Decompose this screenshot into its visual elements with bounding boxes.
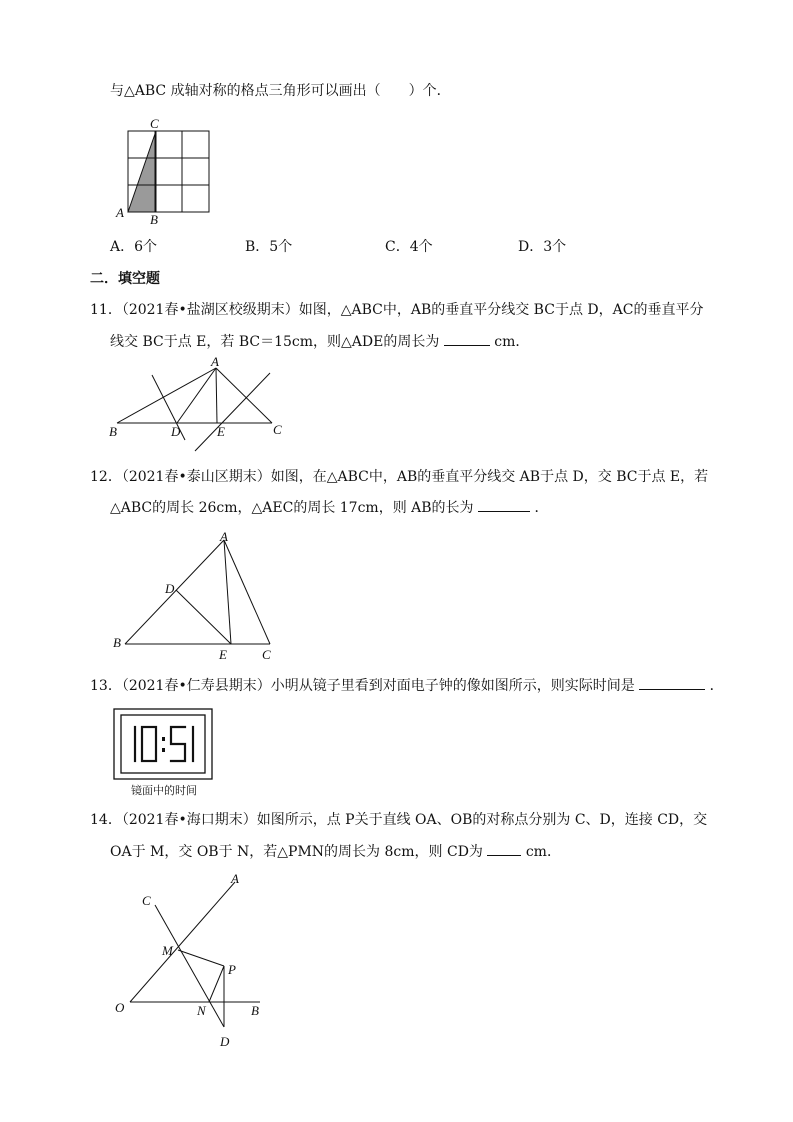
label-d: D	[165, 581, 175, 596]
q10-option-c: C．4个	[385, 239, 433, 255]
q12-line2	[110, 497, 548, 518]
q14-line2-unit: cm．	[525, 844, 561, 860]
q13-mirror-clock-figure	[113, 706, 215, 798]
q10-option-b: B．5个	[245, 239, 293, 255]
label-c: C	[150, 116, 159, 131]
q13-line1-text: 13．（2021春•仁寿县期末）小明从镜子里看到对面电子钟的像如图所示，则实际时间是	[90, 678, 635, 694]
q12-answer-blank[interactable]	[478, 497, 530, 512]
label-m: M	[162, 943, 173, 958]
q11-answer-blank[interactable]	[444, 331, 490, 346]
label-a: A	[116, 205, 124, 220]
q11-line2	[110, 331, 529, 352]
section-title: 二．填空题	[90, 271, 160, 287]
shaded-triangle-abc	[128, 131, 156, 212]
label-b: B	[109, 424, 117, 439]
q11-line1: 11．（2021春•盐湖区校级期末）如图，△ABC中，AB的垂直平分线交 BC于点 D，AC的垂直平分	[90, 302, 704, 318]
clock-caption: 镜面中的时间	[131, 784, 197, 797]
q11-figure	[105, 355, 295, 440]
q10-grid-figure	[110, 115, 220, 227]
q14-line2-text: OA于 M，交 OB于 N，若△PMN的周长为 8cm，则 CD为	[110, 844, 483, 860]
label-a: A	[220, 529, 228, 544]
q13-answer-blank[interactable]	[639, 675, 705, 690]
q14-line1: 14．（2021春•海口期末）如图所示，点 P关于直线 OA、OB的对称点分别为 C、D，连接 CD，交	[90, 812, 708, 828]
label-n: N	[197, 1003, 206, 1018]
q10-option-d: D．3个	[518, 239, 567, 255]
label-p: P	[228, 962, 236, 977]
q11-line2-unit: cm．	[494, 334, 530, 350]
q13-line1-punct: ．	[709, 678, 724, 694]
label-o: O	[115, 1000, 125, 1015]
label-e: E	[217, 424, 225, 439]
label-c: C	[142, 893, 151, 908]
q14-line2	[110, 841, 561, 862]
q11-line2-text: 线交 BC于点 E，若 BC＝15cm，则△ADE的周长为	[110, 334, 440, 350]
label-e: E	[219, 647, 227, 662]
label-b: B	[251, 1003, 259, 1018]
label-d: D	[171, 424, 181, 439]
q10-option-a: A．6个	[110, 239, 158, 255]
label-b: B	[150, 212, 158, 227]
label-a: A	[231, 871, 239, 886]
q10-stem: 与△ABC 成轴对称的格点三角形可以画出（ ）个．	[110, 83, 451, 99]
label-d: D	[220, 1034, 230, 1049]
label-b: B	[113, 635, 121, 650]
q14-answer-blank[interactable]	[487, 841, 521, 856]
q12-line1: 12．（2021春•泰山区期末）如图，在△ABC中，AB的垂直平分线交 AB于点 D，交 BC于点 E，若	[90, 469, 709, 485]
label-c: C	[273, 422, 282, 437]
q12-line2-text: △ABC的周长 26cm，△AEC的周长 17cm，则 AB的长为	[110, 500, 474, 516]
q14-figure	[108, 870, 273, 1050]
label-c: C	[262, 647, 271, 662]
q13-line1	[90, 675, 724, 696]
q12-line2-punct: ．	[534, 500, 549, 516]
q12-figure	[105, 528, 285, 663]
label-a: A	[211, 354, 219, 369]
